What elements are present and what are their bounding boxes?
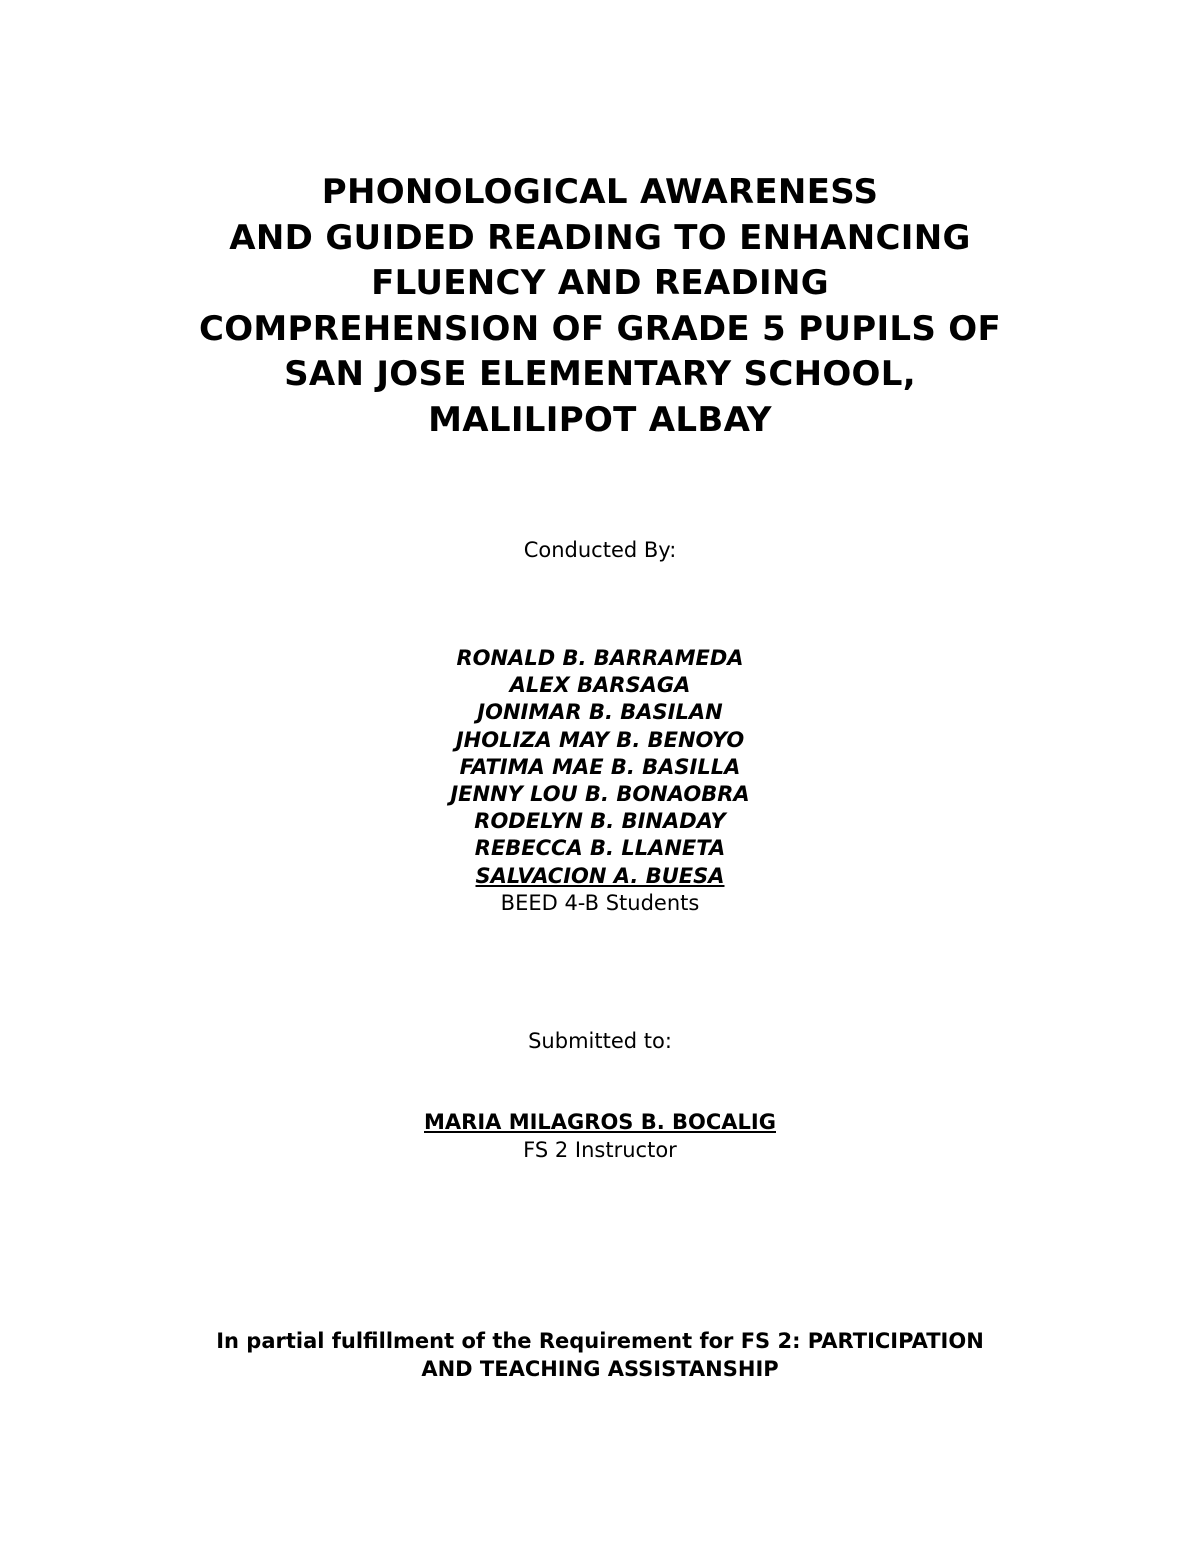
author-name: ALEX BARSAGA [509,673,691,698]
document-title [0,170,1200,443]
author-list [0,645,1200,917]
author-name: RODELYN B. BINADAY [474,809,726,834]
author-name: FATIMA MAE B. BASILLA [459,754,741,779]
adviser-role: FS 2 Instructor [523,1138,677,1162]
title-line: PHONOLOGICAL AWARENESS [321,172,879,212]
submitted-to-label: Submitted to: [528,1029,672,1053]
fulfillment-line: AND TEACHING ASSISTANSHIP [421,1357,779,1381]
author-name: JHOLIZA MAY B. BENOYO [455,727,745,752]
author-name-underlined: SALVACION A. BUESA [475,863,725,888]
fulfillment-statement [0,1327,1200,1383]
title-line: FLUENCY AND READING [371,263,829,303]
author-name: RONALD B. BARRAMEDA [456,646,744,670]
fulfillment-line: In partial fulfillment of the Requirement for FS 2: PARTICIPATION [216,1329,984,1353]
author-name: JONIMAR B. BASILAN [477,700,723,725]
author-name: JENNY LOU B. BONAOBRA [450,782,750,807]
adviser-name-row [0,1108,1200,1136]
title-line: MALILIPOT ALBAY [428,399,772,440]
student-group: BEED 4-B Students [500,890,700,915]
adviser-name: MARIA MILAGROS B. BOCALIG [424,1110,776,1134]
adviser-block [0,1108,1200,1164]
author-name-last [0,863,1200,890]
conducted-by-label: Conducted By: [523,538,677,562]
title-line: AND GUIDED READING TO ENHANCING [229,217,971,258]
title-line: COMPREHENSION OF GRADE 5 PUPILS OF [198,308,1002,349]
title-line: SAN JOSE ELEMENTARY SCHOOL, [284,354,916,394]
author-name: REBECCA B. LLANETA [474,836,726,861]
